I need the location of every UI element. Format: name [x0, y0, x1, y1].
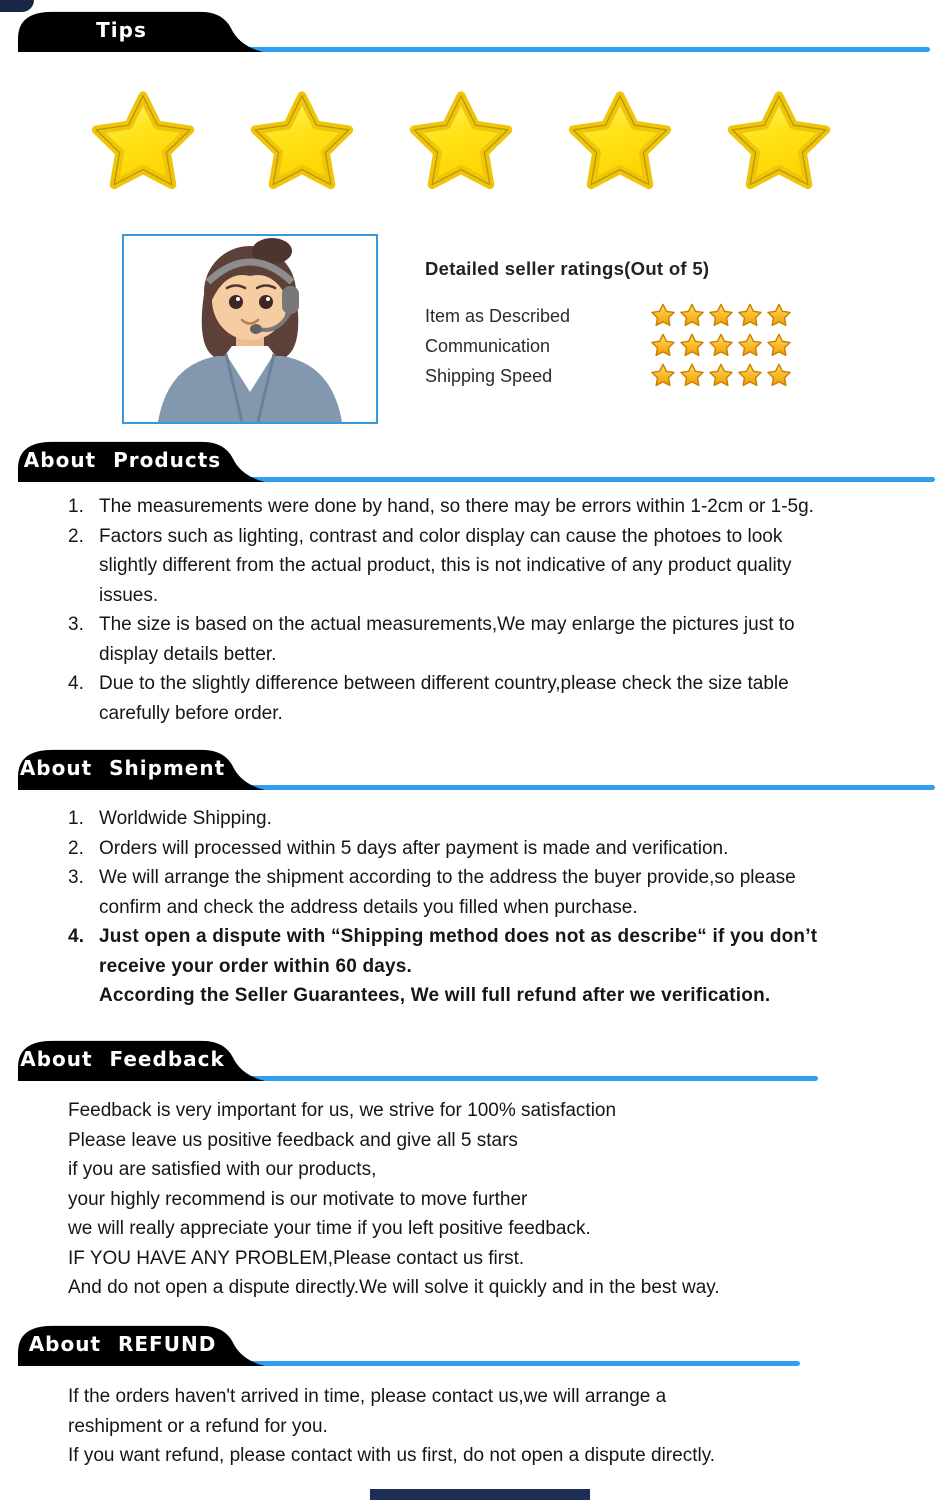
item-line: display details better. — [99, 643, 277, 665]
paragraph-line: if you are satisfied with our products, — [68, 1159, 377, 1180]
list-item — [68, 863, 920, 922]
item-number: 1. — [68, 808, 84, 829]
rating-star-icon — [765, 332, 793, 360]
rating-star-group — [648, 362, 793, 390]
rating-label: Shipping Speed — [425, 365, 553, 386]
rating-star-group — [648, 302, 793, 330]
big-star-icon — [402, 82, 520, 208]
rating-star-icon — [765, 302, 793, 330]
seller-ratings-panel — [425, 258, 825, 391]
rating-row-communication — [425, 331, 825, 361]
list-item — [68, 669, 920, 728]
ratings-title: Detailed seller ratings(Out of 5) — [425, 258, 710, 279]
bottom-decorative-bar — [370, 1489, 590, 1500]
item-line: Worldwide Shipping. — [99, 808, 272, 829]
rating-row-item-as-described — [425, 301, 825, 331]
item-number: 4. — [68, 673, 84, 694]
paragraph-line: IF YOU HAVE ANY PROBLEM,Please contact us first. — [68, 1247, 525, 1269]
tips-tab — [18, 10, 263, 52]
item-line: carefully before order. — [99, 702, 283, 724]
list-item — [68, 610, 920, 669]
item-number: 3. — [68, 867, 84, 888]
big-star-icon — [84, 82, 202, 208]
item-number: 3. — [68, 614, 84, 635]
rating-star-icon — [678, 302, 706, 330]
rating-star-icon — [736, 302, 764, 330]
item-number: 2. — [68, 525, 84, 547]
rating-star-icon — [649, 302, 677, 330]
list-item — [68, 922, 920, 1011]
customer-service-agent-icon — [124, 236, 376, 422]
item-line: receive your order within 60 days. — [99, 955, 413, 977]
rating-star-icon — [736, 332, 764, 360]
about-refund-tab-label: About REFUND — [28, 1332, 217, 1356]
rating-star-icon — [678, 332, 706, 360]
rating-star-group — [648, 332, 793, 360]
paragraph-line: your highly recommend is our motivate to move further — [68, 1188, 528, 1210]
shipment-list — [68, 804, 920, 1011]
item-line: Orders will processed within 5 days after payment is made and verification. — [99, 837, 729, 859]
rating-label: Communication — [425, 335, 551, 356]
about-feedback-tab-label: About Feedback — [20, 1047, 225, 1071]
big-star-icon — [243, 82, 361, 208]
item-line: According the Seller Guarantees, We will full refund after we verification. — [99, 985, 771, 1006]
item-number: 1. — [68, 496, 84, 517]
about-products-tab-label: About Products — [23, 448, 222, 472]
hero-star-row — [84, 82, 838, 208]
item-line: Factors such as lighting, contrast and color display can cause the photoes to look — [99, 525, 783, 547]
item-line: The measurements were done by hand, so there may be errors within 1-2cm or 1-5g. — [99, 496, 814, 517]
feedback-paragraph — [68, 1096, 920, 1303]
rating-star-icon — [707, 302, 735, 330]
about-shipment-tab — [18, 748, 265, 790]
rating-star-icon — [707, 332, 735, 360]
paragraph-line: Please leave us positive feedback and give all 5 stars — [68, 1129, 518, 1151]
big-star-icon — [720, 82, 838, 208]
list-item — [68, 492, 920, 522]
refund-paragraph — [68, 1382, 920, 1471]
rating-label: Item as Described — [425, 305, 571, 326]
item-number: 4. — [68, 926, 85, 947]
list-item — [68, 834, 920, 864]
item-line: slightly different from the actual product, this is not indicative of any product quality — [99, 555, 792, 576]
about-products-tab — [18, 440, 265, 482]
products-list — [68, 492, 920, 728]
item-line: Just open a dispute with “Shipping method does not as describe“ if you don’t — [99, 926, 818, 947]
about-shipment-tab-label: About Shipment — [19, 756, 226, 780]
list-item — [68, 804, 920, 834]
item-number: 2. — [68, 837, 84, 859]
item-line: We will arrange the shipment according to the address the buyer provide,so please — [99, 867, 796, 888]
paragraph-line: reshipment or a refund for you. — [68, 1415, 328, 1437]
paragraph-line: Feedback is very important for us, we strive for 100% satisfaction — [68, 1100, 617, 1121]
paragraph-line: If the orders haven't arrived in time, please contact us,we will arrange a — [68, 1386, 667, 1407]
list-item — [68, 522, 920, 611]
rating-star-icon — [649, 362, 677, 390]
paragraph-line: If you want refund, please contact with us first, do not open a dispute directly. — [68, 1445, 716, 1466]
tips-tab-label: Tips — [96, 18, 147, 42]
rating-row-shipping-speed — [425, 361, 825, 391]
rating-star-icon — [736, 362, 764, 390]
about-refund-tab — [18, 1324, 265, 1366]
paragraph-line: we will really appreciate your time if you left positive feedback. — [68, 1218, 591, 1239]
item-line: Due to the slightly difference between different country,please check the size table — [99, 673, 789, 694]
item-line: issues. — [99, 584, 159, 606]
rating-star-icon — [707, 362, 735, 390]
item-line: confirm and check the address details you filled when purchase. — [99, 896, 638, 918]
big-star-icon — [561, 82, 679, 208]
rating-star-icon — [678, 362, 706, 390]
about-feedback-tab — [18, 1039, 265, 1081]
paragraph-line: And do not open a dispute directly.We will solve it quickly and in the best way. — [68, 1277, 720, 1298]
rating-star-icon — [765, 362, 793, 390]
item-line: The size is based on the actual measurements,We may enlarge the pictures just to — [99, 614, 795, 635]
customer-service-avatar — [122, 234, 378, 424]
rating-star-icon — [649, 332, 677, 360]
